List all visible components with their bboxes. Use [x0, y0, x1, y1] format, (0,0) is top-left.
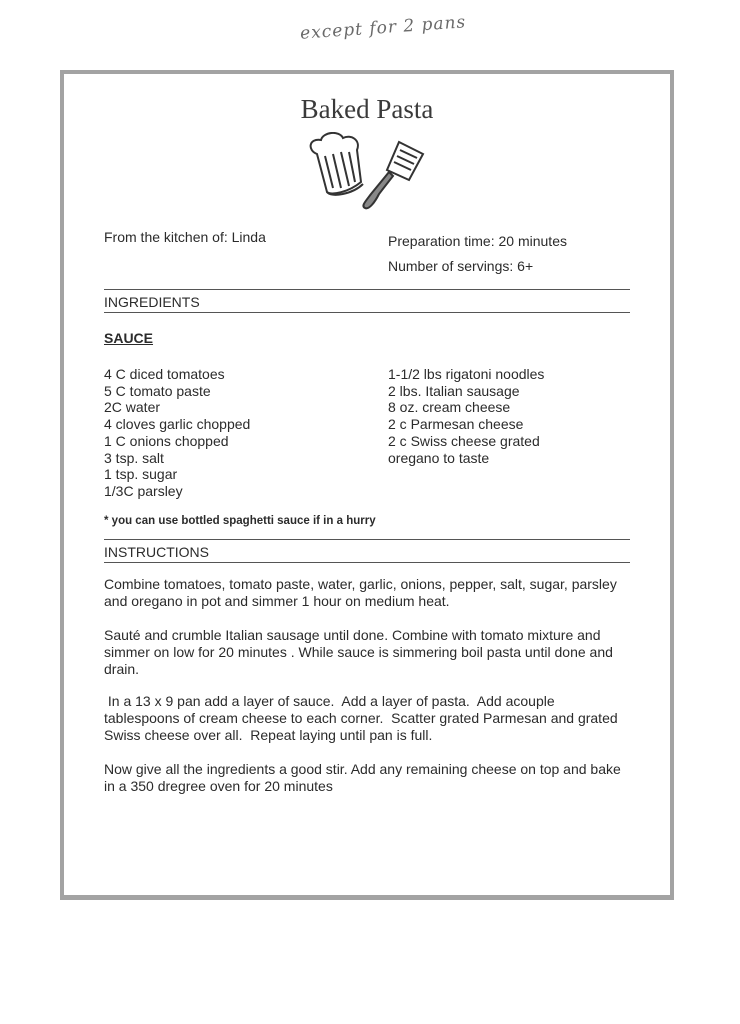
ingredient-item: 8 oz. cream cheese — [388, 399, 511, 416]
divider — [104, 539, 630, 540]
ingredient-item: 3 tsp. salt — [104, 449, 164, 466]
ingredients-heading: INGREDIENTS — [104, 294, 200, 310]
number-of-servings: Number of servings: 6+ — [388, 258, 534, 274]
ingredient-item: 1 tsp. sugar — [104, 466, 178, 483]
ingredient-item: 2 lbs. Italian sausage — [388, 382, 520, 399]
recipe-meta — [388, 229, 567, 279]
preparation-time: Preparation time: 20 minutes — [388, 233, 567, 249]
recipe-card — [60, 70, 674, 900]
ingredient-item: 1 C onions chopped — [104, 432, 229, 449]
sauce-subheading: SAUCE — [104, 330, 154, 346]
instructions-heading: INSTRUCTIONS — [104, 544, 209, 560]
instruction-paragraph: Combine tomatoes, tomato paste, water, garlic, onions, pepper, salt, sugar, parsley and oregano in pot and simmer 1 hour on medium heat. — [104, 576, 617, 609]
ingredients-left-list — [104, 366, 250, 500]
divider — [104, 289, 630, 290]
ingredient-item: 2 c Parmesan cheese — [388, 416, 524, 433]
handwritten-note: except for 2 pans — [299, 12, 467, 44]
chef-hat-icon — [311, 133, 363, 195]
spatula-icon — [363, 142, 423, 208]
recipe-title: Baked Pasta — [300, 94, 434, 124]
sauce-note: * you can use bottled spaghetti sauce if in a hurry — [104, 515, 376, 527]
divider — [104, 312, 630, 313]
ingredient-item: 2C water — [104, 399, 161, 416]
ingredient-item: 4 C diced tomatoes — [104, 366, 225, 382]
ingredient-item: 1-1/2 lbs rigatoni noodles — [388, 366, 545, 382]
ingredient-item: 1/3C parsley — [104, 482, 183, 499]
from-kitchen-of: From the kitchen of: Linda — [104, 229, 266, 245]
instruction-paragraph: In a 13 x 9 pan add a layer of sauce. Add a layer of pasta. Add acouple tablespoons of cream cheese to each corner. Scatter grated Parmesan and grated Swiss cheese over all. Repeat laying until pan is full. — [104, 693, 622, 743]
divider — [104, 562, 630, 563]
ingredient-item: 5 C tomato paste — [104, 382, 211, 399]
ingredient-item: oregano to taste — [388, 449, 490, 466]
ingredients-right-list — [388, 366, 544, 466]
chef-hat-and-spatula-icon — [299, 132, 444, 212]
instruction-paragraph: Now give all the ingredients a good stir. Add any remaining cheese on top and bake in a 350 dregree oven for 20 minutes — [104, 761, 621, 794]
ingredient-item: 2 c Swiss cheese grated — [388, 432, 540, 449]
instruction-paragraph: Sauté and crumble Italian sausage until done. Combine with tomato mixture and simmer on low for 20 minutes . While sauce is simmering boil pasta until done and drain. — [104, 627, 613, 677]
ingredient-item: 4 cloves garlic chopped — [104, 416, 251, 433]
